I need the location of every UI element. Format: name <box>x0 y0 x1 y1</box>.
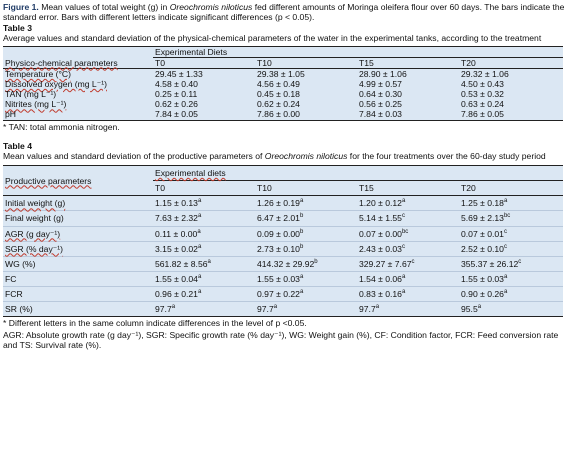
table3-footnote: * TAN: total ammonia nitrogen. <box>3 121 120 132</box>
table3-param-cell: Dissolved oxygen (mg L⁻¹) <box>5 78 107 89</box>
table-row <box>3 226 563 241</box>
table3-param-cell: Nitrites (mg L⁻¹) <box>5 99 67 110</box>
document-page <box>3 2 573 350</box>
table4-param-cell: SR (%) <box>3 302 153 317</box>
table4-col-header: T15 <box>357 181 459 196</box>
table4-value-cell: 1.25 ± 0.18$^a$ <box>459 196 563 211</box>
table-row <box>3 68 563 79</box>
significance-letter: c <box>411 258 415 265</box>
table4-value-cell: 0.11 ± 0.00$^a$ <box>153 226 255 241</box>
table4-value-cell: 1.55 ± 0.04$^a$ <box>153 271 255 286</box>
significance-letter: c <box>401 243 405 250</box>
table3-param-header: Physico-chemical parameters <box>3 46 153 68</box>
table4-param-cell: Initial weight (g) <box>3 196 153 211</box>
table4-value-cell: 329.27 ± 7.67$^c$ <box>357 256 459 271</box>
significance-letter: b <box>299 243 304 250</box>
table4-value-cell: 97.7$^a$ <box>255 302 357 317</box>
table3-col-header: T15 <box>357 57 459 68</box>
significance-letter: c <box>503 243 507 250</box>
table4-param-header: Productive parameters <box>3 165 153 195</box>
table3-group-header: Experimental Diets <box>153 46 563 57</box>
table4-value-cell: 5.14 ± 1.55$^c$ <box>357 211 459 226</box>
table4-value-cell: 97.7$^a$ <box>357 302 459 317</box>
table3-value-cell: 0.53 ± 0.32 <box>461 89 504 100</box>
table4-value-cell: 2.43 ± 0.03$^c$ <box>357 241 459 256</box>
table4-param-cell: FC <box>3 271 153 286</box>
significance-letter: a <box>299 289 304 296</box>
table4-value-cell: 0.07 ± 0.00$^{bc}$ <box>357 226 459 241</box>
table3-value-cell: 29.45 ± 1.33 <box>155 68 203 79</box>
significance-letter: b <box>314 258 318 265</box>
significance-letter: c <box>503 228 507 235</box>
significance-letter: a <box>197 198 202 205</box>
table4-value-cell: 7.63 ± 2.32$^a$ <box>153 211 255 226</box>
table3-value-cell: 29.32 ± 1.06 <box>461 68 509 79</box>
table4-value-cell: 355.37 ± 26.12$^c$ <box>459 256 563 271</box>
table-row <box>3 79 563 89</box>
table4-title: Table 4 <box>3 140 32 151</box>
table4-value-cell: 0.90 ± 0.26$^a$ <box>459 287 563 302</box>
table-row <box>3 256 563 271</box>
table4-value-cell: 0.97 ± 0.22$^a$ <box>255 287 357 302</box>
table3-value-cell: 7.86 ± 0.05 <box>459 109 563 120</box>
table-row <box>3 196 563 211</box>
table4-param-cell: WG (%) <box>3 256 153 271</box>
table3-value-cell: 0.62 ± 0.26 <box>155 99 198 110</box>
table3-value-cell: 0.45 ± 0.18 <box>257 89 300 100</box>
significance-letter: a <box>401 289 406 296</box>
table4-col-header: T20 <box>459 181 563 196</box>
table3-value-cell: 4.58 ± 0.40 <box>155 78 198 89</box>
table4-value-cell: 6.47 ± 2.01$^b$ <box>255 211 357 226</box>
significance-letter: a <box>503 289 508 296</box>
significance-letter: bc <box>503 213 511 220</box>
table3-value-cell: 29.38 ± 1.05 <box>257 68 305 79</box>
table3-param-cell: pH <box>3 109 153 120</box>
table4-value-cell: 414.32 ± 29.92$^b$ <box>255 256 357 271</box>
table3-title: Table 3 <box>3 23 32 34</box>
table3-param-cell: Temperature (°C) <box>5 68 71 79</box>
table4-value-cell: 0.09 ± 0.00$^b$ <box>255 226 357 241</box>
table4 <box>3 165 563 317</box>
table3-caption: Average values and standard deviation of the physical-chemical parameters of the water in the experimental tanks, according to the treatment <box>3 33 542 44</box>
figure-caption-text-before: Mean values of total weight (g) in <box>38 2 170 12</box>
table4-value-cell: 1.26 ± 0.19$^a$ <box>255 196 357 211</box>
table4-footnote-1: * Different letters in the same column indicate differences in the level of p <0.05. <box>3 318 307 329</box>
table3-param-cell: TAN (mg L⁻¹) <box>5 89 57 100</box>
significance-letter: c <box>518 258 522 265</box>
table4-param-cell: SGR (% day⁻¹) <box>3 241 153 256</box>
table3-value-cell: 28.90 ± 1.06 <box>359 68 407 79</box>
significance-letter: a <box>401 198 406 205</box>
table4-value-cell: 5.69 ± 2.13$^{bc}$ <box>459 211 563 226</box>
significance-letter: b <box>299 213 304 220</box>
table4-value-cell: 0.07 ± 0.01$^c$ <box>459 226 563 241</box>
significance-letter: a <box>477 304 482 311</box>
table4-col-header: T10 <box>255 181 357 196</box>
table4-value-cell: 1.15 ± 0.13$^a$ <box>153 196 255 211</box>
significance-letter: a <box>197 228 201 235</box>
significance-letter: c <box>401 213 405 220</box>
table-row <box>3 241 563 256</box>
table4-value-cell: 561.82 ± 8.56$^a$ <box>153 256 255 271</box>
significance-letter: a <box>197 289 202 296</box>
table3-value-cell: 0.25 ± 0.11 <box>155 89 198 100</box>
table-row <box>3 211 563 226</box>
significance-letter: a <box>299 198 304 205</box>
figure-caption-text-after: fed different amounts of Moringa oleifera flour over 60 days. The bars indicate the standard error. Bars with different letters indicate significant differences (p < 0.05). <box>3 2 565 23</box>
table4-value-cell: 1.20 ± 0.12$^a$ <box>357 196 459 211</box>
table3-value-cell: 0.63 ± 0.24 <box>461 99 504 110</box>
table-row <box>3 89 563 99</box>
table3-value-cell: 7.84 ± 0.05 <box>153 109 255 120</box>
table3 <box>3 46 563 121</box>
table3-value-cell: 0.62 ± 0.24 <box>257 99 300 110</box>
table4-col-header: T0 <box>153 181 255 196</box>
table4-value-cell: 95.5$^a$ <box>459 302 563 317</box>
table4-value-cell: 97.7$^a$ <box>153 302 255 317</box>
figure-caption <box>3 2 573 22</box>
table3-col-header: T10 <box>255 57 357 68</box>
table3-header-row-1 <box>3 46 563 57</box>
table4-value-cell: 3.15 ± 0.02$^a$ <box>153 241 255 256</box>
significance-letter: b <box>299 228 304 235</box>
table4-param-cell: AGR (g day⁻¹) <box>3 226 153 241</box>
figure-caption-species: Oreochromis niloticus <box>169 2 253 12</box>
table3-col-header: T0 <box>153 57 255 68</box>
table4-value-cell: 1.55 ± 0.03$^a$ <box>459 271 563 286</box>
significance-letter: a <box>375 304 380 311</box>
table4-caption-before: Mean values and standard deviation of the productive parameters of <box>3 150 265 161</box>
table4-param-cell: Final weight (g) <box>3 211 153 226</box>
significance-letter: bc <box>401 228 409 235</box>
table3-value-cell: 4.50 ± 0.43 <box>461 78 504 89</box>
table4-footnote-2: AGR: Absolute growth rate (g day⁻¹), SGR: Specific growth rate (% day⁻¹), WG: Weight gain (%), CF: Condition factor, FCR: Feed conversion rate and TS: Survival rate (%). <box>3 329 559 350</box>
table4-group-header: Experimental diets <box>153 165 563 180</box>
table4-value-cell: 1.54 ± 0.06$^a$ <box>357 271 459 286</box>
table4-param-cell: FCR <box>3 287 153 302</box>
table-row <box>3 99 563 109</box>
table3-value-cell: 0.64 ± 0.30 <box>359 89 402 100</box>
table3-col-header: T20 <box>459 57 563 68</box>
significance-letter: a <box>299 274 304 281</box>
table4-caption-species: Oreochromis niloticus <box>264 150 348 161</box>
table-row <box>3 287 563 302</box>
table4-value-cell: 0.96 ± 0.21$^a$ <box>153 287 255 302</box>
table4-value-cell: 2.52 ± 0.10$^c$ <box>459 241 563 256</box>
table3-value-cell: 0.56 ± 0.25 <box>359 99 402 110</box>
table4-caption-after: for the four treatments over the 60-day study period <box>347 150 546 161</box>
table-row <box>3 109 563 120</box>
table3-value-cell: 7.84 ± 0.03 <box>357 109 459 120</box>
significance-letter: a <box>401 274 406 281</box>
table4-value-cell: 2.73 ± 0.10$^b$ <box>255 241 357 256</box>
significance-letter: a <box>197 213 202 220</box>
table-row <box>3 271 563 286</box>
table3-value-cell: 4.99 ± 0.57 <box>359 78 402 89</box>
table4-header-row-1 <box>3 165 563 180</box>
table-row <box>3 302 563 317</box>
significance-letter: a <box>503 274 508 281</box>
table4-value-cell: 1.55 ± 0.03$^a$ <box>255 271 357 286</box>
significance-letter: a <box>273 304 278 311</box>
table4-value-cell: 0.83 ± 0.16$^a$ <box>357 287 459 302</box>
significance-letter: a <box>171 304 176 311</box>
significance-letter: a <box>503 198 508 205</box>
table4-caption <box>3 151 573 161</box>
figure-label: Figure 1. <box>3 2 39 12</box>
table3-value-cell: 4.56 ± 0.49 <box>257 78 300 89</box>
table3-value-cell: 7.86 ± 0.00 <box>255 109 357 120</box>
significance-letter: a <box>197 243 202 250</box>
significance-letter: a <box>197 274 202 281</box>
significance-letter: a <box>207 258 211 265</box>
